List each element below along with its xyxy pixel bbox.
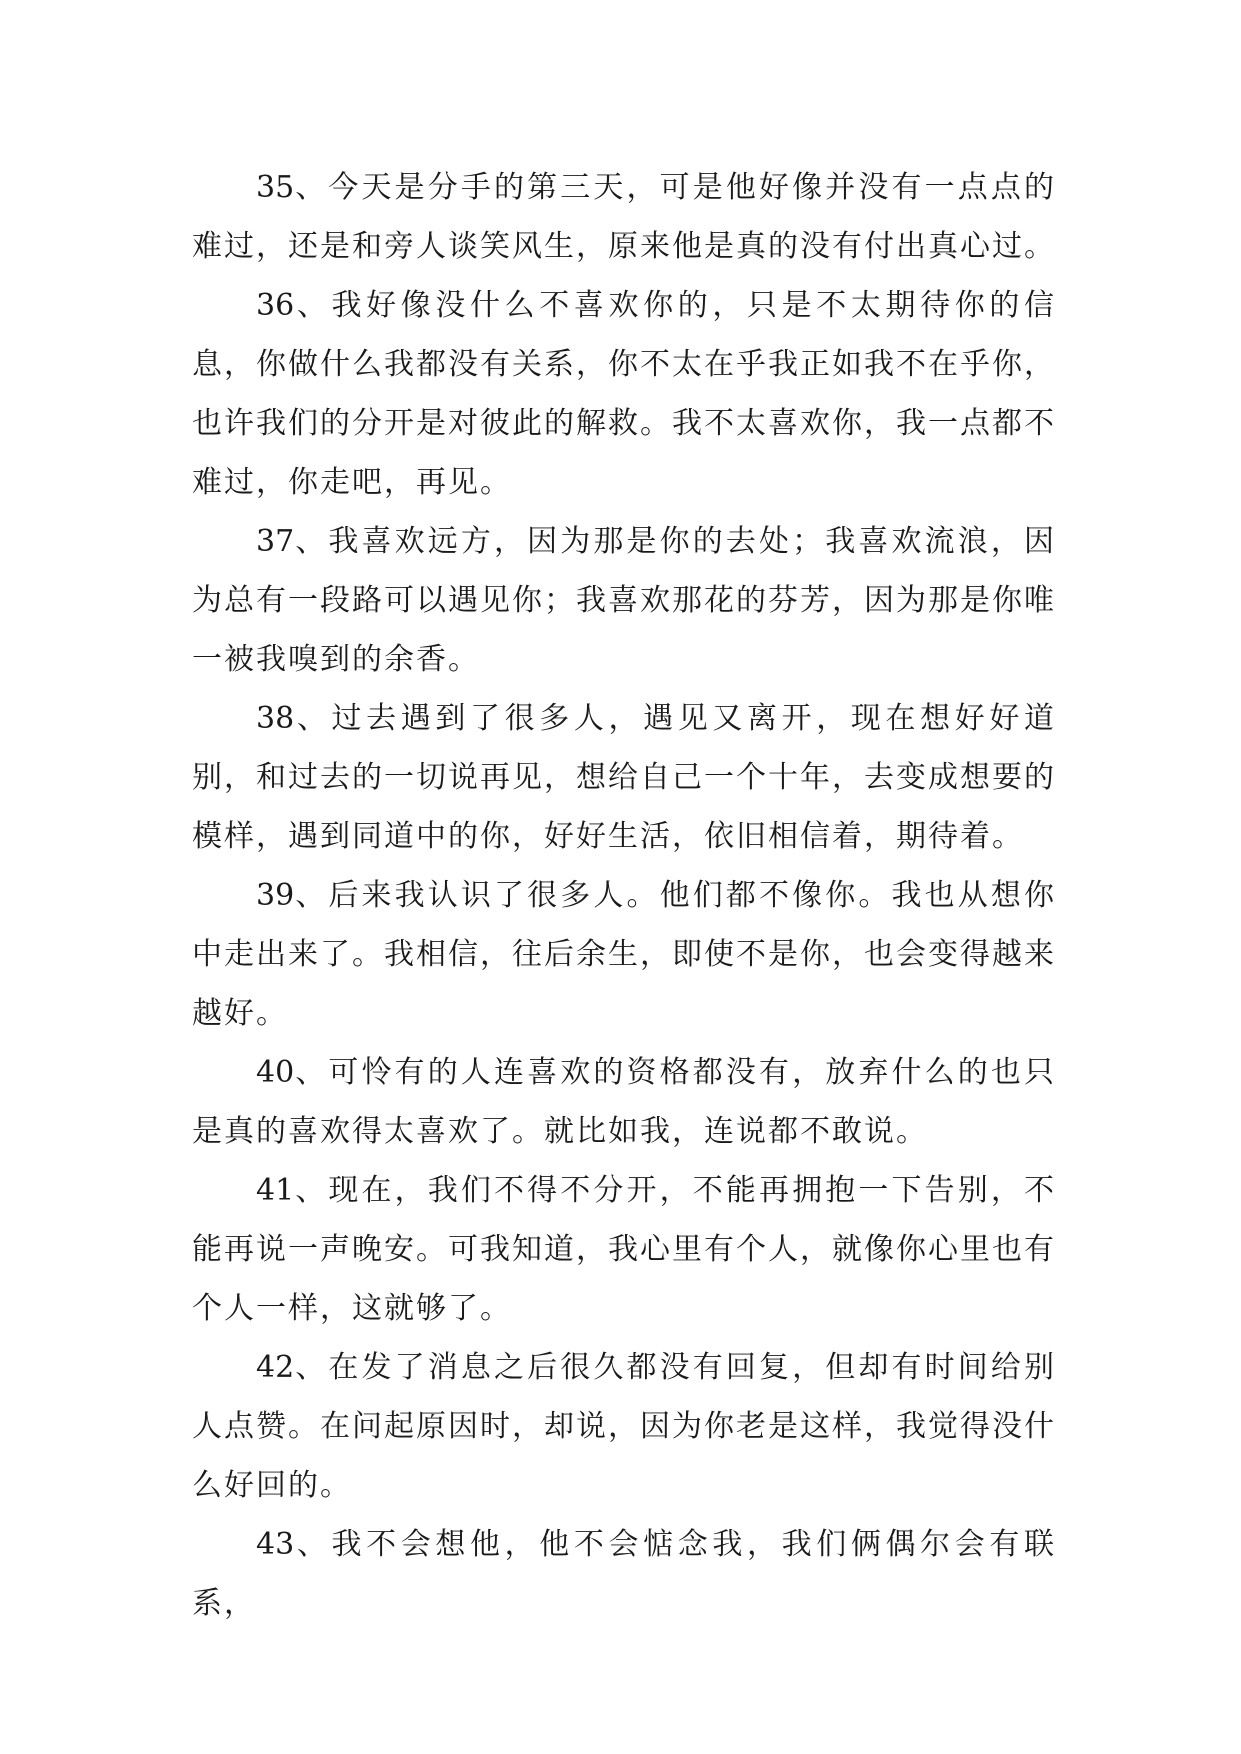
paragraph-number: 43 xyxy=(256,1527,295,1562)
paragraph-number: 38 xyxy=(256,701,295,736)
paragraph-number: 41 xyxy=(256,1173,295,1208)
paragraph-text: 、我喜欢远方，因为那是你的去处；我喜欢流浪，因为总有一段路可以遇见你；我喜欢那花的芬芳，因为那是你唯一被我嗅到的余香。 xyxy=(192,524,1056,677)
paragraph-text: 、现在，我们不得不分开，不能再拥抱一下告别，不能再说一声晚安。可我知道，我心里有个人，就像你心里也有个人一样，这就够了。 xyxy=(192,1173,1056,1326)
paragraph-42 xyxy=(192,1338,1056,1515)
paragraph-40 xyxy=(192,1043,1056,1161)
text-column xyxy=(192,158,1056,1633)
paragraph-number: 42 xyxy=(256,1350,295,1385)
paragraph-43 xyxy=(192,1515,1056,1633)
paragraph-number: 40 xyxy=(256,1055,295,1090)
paragraph-37 xyxy=(192,512,1056,689)
paragraph-text: 、后来我认识了很多人。他们都不像你。我也从想你中走出来了。我相信，往后余生，即使不是你，也会变得越来越好。 xyxy=(192,878,1056,1031)
paragraph-36 xyxy=(192,276,1056,512)
paragraph-text: 、今天是分手的第三天，可是他好像并没有一点点的难过，还是和旁人谈笑风生，原来他是真的没有付出真心过。 xyxy=(192,170,1056,264)
paragraph-number: 39 xyxy=(256,878,295,913)
paragraph-38 xyxy=(192,689,1056,866)
paragraph-number: 36 xyxy=(256,288,295,323)
paragraph-text: 、我不会想他，他不会惦念我，我们俩偶尔会有联系， xyxy=(192,1527,1056,1621)
paragraph-text: 、可怜有的人连喜欢的资格都没有，放弃什么的也只是真的喜欢得太喜欢了。就比如我，连说都不敢说。 xyxy=(192,1055,1056,1149)
paragraph-41 xyxy=(192,1161,1056,1338)
paragraph-number: 35 xyxy=(256,170,295,205)
paragraph-text: 、我好像没什么不喜欢你的，只是不太期待你的信息，你做什么我都没有关系，你不太在乎我正如我不在乎你，也许我们的分开是对彼此的解救。我不太喜欢你，我一点都不难过，你走吧，再见。 xyxy=(192,288,1056,500)
paragraph-39 xyxy=(192,866,1056,1043)
paragraph-text: 、过去遇到了很多人，遇见又离开，现在想好好道别，和过去的一切说再见，想给自己一个十年，去变成想要的模样，遇到同道中的你，好好生活，依旧相信着，期待着。 xyxy=(192,701,1056,854)
paragraph-number: 37 xyxy=(256,524,295,559)
paragraph-text: 、在发了消息之后很久都没有回复，但却有时间给别人点赞。在问起原因时，却说，因为你老是这样，我觉得没什么好回的。 xyxy=(192,1350,1056,1503)
paragraph-35 xyxy=(192,158,1056,276)
